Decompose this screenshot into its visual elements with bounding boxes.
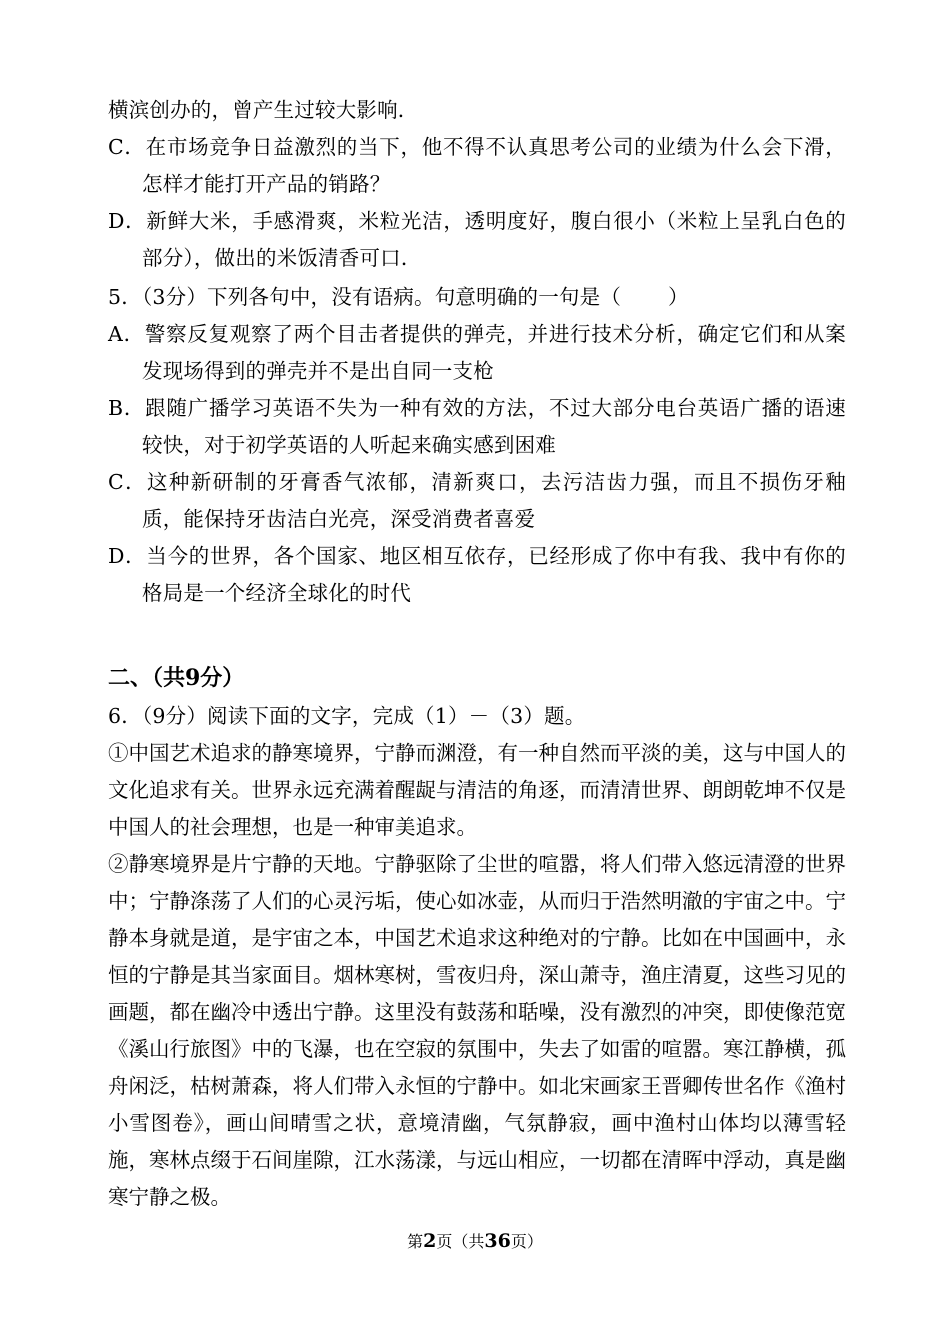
q5-option-d: D．当今的世界，各个国家、地区相互依存，已经形成了你中有我、我中有你的格局是一个经济全球化的时代	[108, 544, 846, 605]
q5-option-c: C．这种新研制的牙膏香气浓郁，清新爽口，去污洁齿力强，而且不损伤牙釉质，能保持牙齿洁白光亮，深受消费者喜爱	[108, 470, 846, 531]
footer-page-number: 2	[423, 1230, 437, 1252]
continued-text-line: 横滨创办的，曾产生过较大影响．	[108, 98, 419, 122]
q4-option-d: D．新鲜大米，手感滑爽，米粒光洁，透明度好，腹白很小（米粒上呈乳白色的部分），做出的米饭清香可口．	[108, 209, 846, 270]
page-footer	[0, 1229, 950, 1252]
reading-paragraph-2: ②静寒境界是片宁静的天地。宁静驱除了尘世的喧嚣，将人们带入悠远清澄的世界中；宁静涤荡了人们的心灵污垢，使心如冰壶，从而归于浩然明澈的宇宙之中。宁静本身就是道，是宇宙之本，中国艺术追求这种绝对的宁静。比如在中国画中，永恒的宁静是其当家面目。烟林寒树，雪夜归舟，深山萧寺，渔庄清夏，这些习见的画题，都在幽冷中透出宁静。这里没有鼓荡和聒噪，没有激烈的冲突，即使像范宽《溪山行旅图》中的飞瀑，也在空寂的氛围中，失去了如雷的喧嚣。寒江静横，孤舟闲泛，枯树萧森，将人们带入永恒的宁静中。如北宋画家王晋卿传世名作《渔村小雪图卷》，画山间晴雪之状，意境清幽，气氛静寂，画中渔村山体均以薄雪轻施，寒林点缀于石间崖隙，江水荡漾，与远山相应，一切都在清晖中浮动，真是幽寒宁静之极。	[108, 852, 846, 1209]
q5-option-a: A．警察反复观察了两个目击者提供的弹壳，并进行技术分析，确定它们和从案发现场得到的弹壳并不是出自同一支枪	[108, 322, 846, 383]
footer-suffix: 页）	[510, 1232, 543, 1251]
footer-prefix: 第	[407, 1232, 424, 1251]
q6-stem: 6．（9分）阅读下面的文字，完成（1）－（3）题。	[108, 704, 586, 728]
section-two-title: 二、（共9分）	[108, 665, 245, 691]
reading-paragraph-1: ①中国艺术追求的静寒境界，宁静而渊澄，有一种自然而平淡的美，这与中国人的文化追求有关。世界永远充满着醒龊与清洁的角逐，而清清世界、朗朗乾坤不仅是中国人的社会理想，也是一种审美追求。	[108, 741, 846, 839]
q5-stem: 5．（3分）下列各句中，没有语病。句意明确的一句是（ ）	[108, 285, 689, 309]
footer-total-pages: 36	[484, 1230, 511, 1252]
footer-middle: 页（共	[436, 1232, 485, 1251]
q4-option-c: C．在市场竞争日益激烈的当下，他不得不认真思考公司的业绩为什么会下滑，怎样才能打开产品的销路？	[108, 135, 846, 196]
question-5	[108, 279, 846, 612]
q5-option-b: B．跟随广播学习英语不失为一种有效的方法，不过大部分电台英语广播的语速较快，对于初学英语的人听起来确实感到困难	[108, 396, 846, 457]
